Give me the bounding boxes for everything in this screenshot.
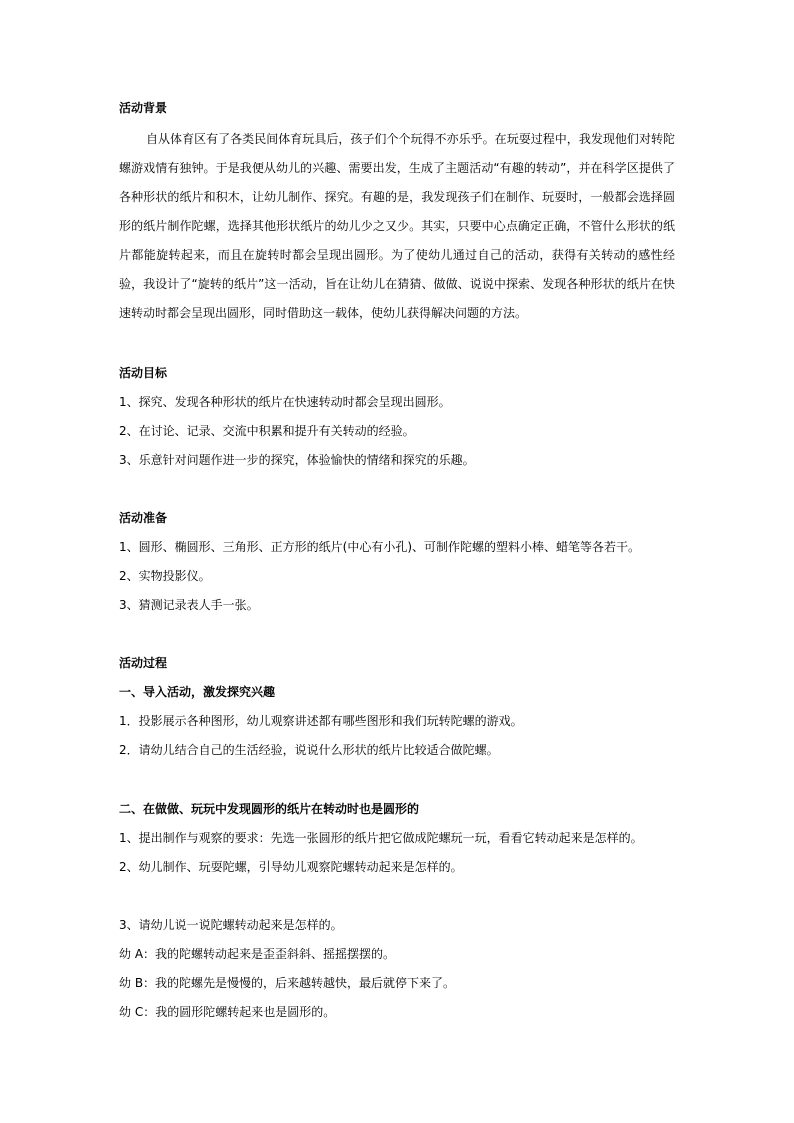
process-section2-item-2: 2、幼儿制作、玩耍陀螺，引导幼儿观察陀螺转动起来是怎样的。 [119,860,463,874]
goal-item-2: 2、在讨论、记录、交流中积累和提升有关转动的经验。 [119,424,415,438]
preparation-heading: 活动准备 [119,511,168,525]
process-section1-item-2: 2．请幼儿结合自己的生活经验，说说什么形状的纸片比较适合做陀螺。 [119,743,499,757]
goal-item-1: 1、探究、发现各种形状的纸片在快速转动时都会呈现出圆形。 [119,395,451,409]
preparation-item-1: 1、圆形、椭圆形、三角形、正方形的纸片(中心有小孔)、可制作陀螺的塑料小棒、蜡笔等各若干。 [119,540,641,554]
process-section2-item-3: 3、请幼儿说一说陀螺转动起来是怎样的。 [119,918,343,932]
goal-item-3: 3、乐意针对问题作进一步的探究，体验愉快的情绪和探究的乐趣。 [119,453,475,467]
process-heading: 活动过程 [119,656,168,670]
preparation-item-3: 3、猜测记录表人手一张。 [119,598,259,612]
process-section1-title: 一、导入活动，激发探究兴趣 [119,685,276,699]
background-paragraph: 自从体育区有了各类民间体育玩具后，孩子们个个玩得不亦乐乎。在玩耍过程中，我发现他们对转陀螺游戏情有独钟。于是我便从幼儿的兴趣、需要出发，生成了主题活动“有趣的转动”，并在科学区提供了各种形状的纸片和积木，让幼儿制作、探究。有趣的是，我发现孩子们在制作、玩耍时，一般都会选择圆形的纸片制作陀螺，选择其他形状纸片的幼儿少之又少。其实，只要中心点确定正确，不管什么形状的纸片都能旋转起来，而且在旋转时都会呈现出圆形。为了使幼儿通过自己的活动，获得有关转动的感性经验，我设计了“旋转的纸片”这一活动，旨在让幼儿在猜猜、做做、说说中探索、发现各种形状的纸片在快速转动时都会呈现出圆形，同时借助这一载体，使幼儿获得解决问题的方法。 [119,132,675,320]
preparation-item-2: 2、实物投影仪。 [119,569,211,583]
background-heading: 活动背景 [119,101,168,115]
process-section2-item-1: 1、提出制作与观察的要求：先选一张圆形的纸片把它做成陀螺玩一玩，看看它转动起来是怎样的。 [119,831,643,845]
process-section2-title: 二、在做做、玩玩中发现圆形的纸片在转动时也是圆形的 [119,802,420,816]
dialogue-child-c: 幼 C：我的圆形陀螺转起来也是圆形的。 [119,1005,336,1019]
goals-heading: 活动目标 [119,366,168,380]
process-section1-item-1: 1．投影展示各种图形，幼儿观察讲述都有哪些图形和我们玩转陀螺的游戏。 [119,714,523,728]
dialogue-child-b: 幼 B：我的陀螺先是慢慢的，后来越转越快，最后就停下来了。 [119,976,456,990]
dialogue-child-a: 幼 A：我的陀螺转动起来是歪歪斜斜、摇摇摆摆的。 [119,947,396,961]
